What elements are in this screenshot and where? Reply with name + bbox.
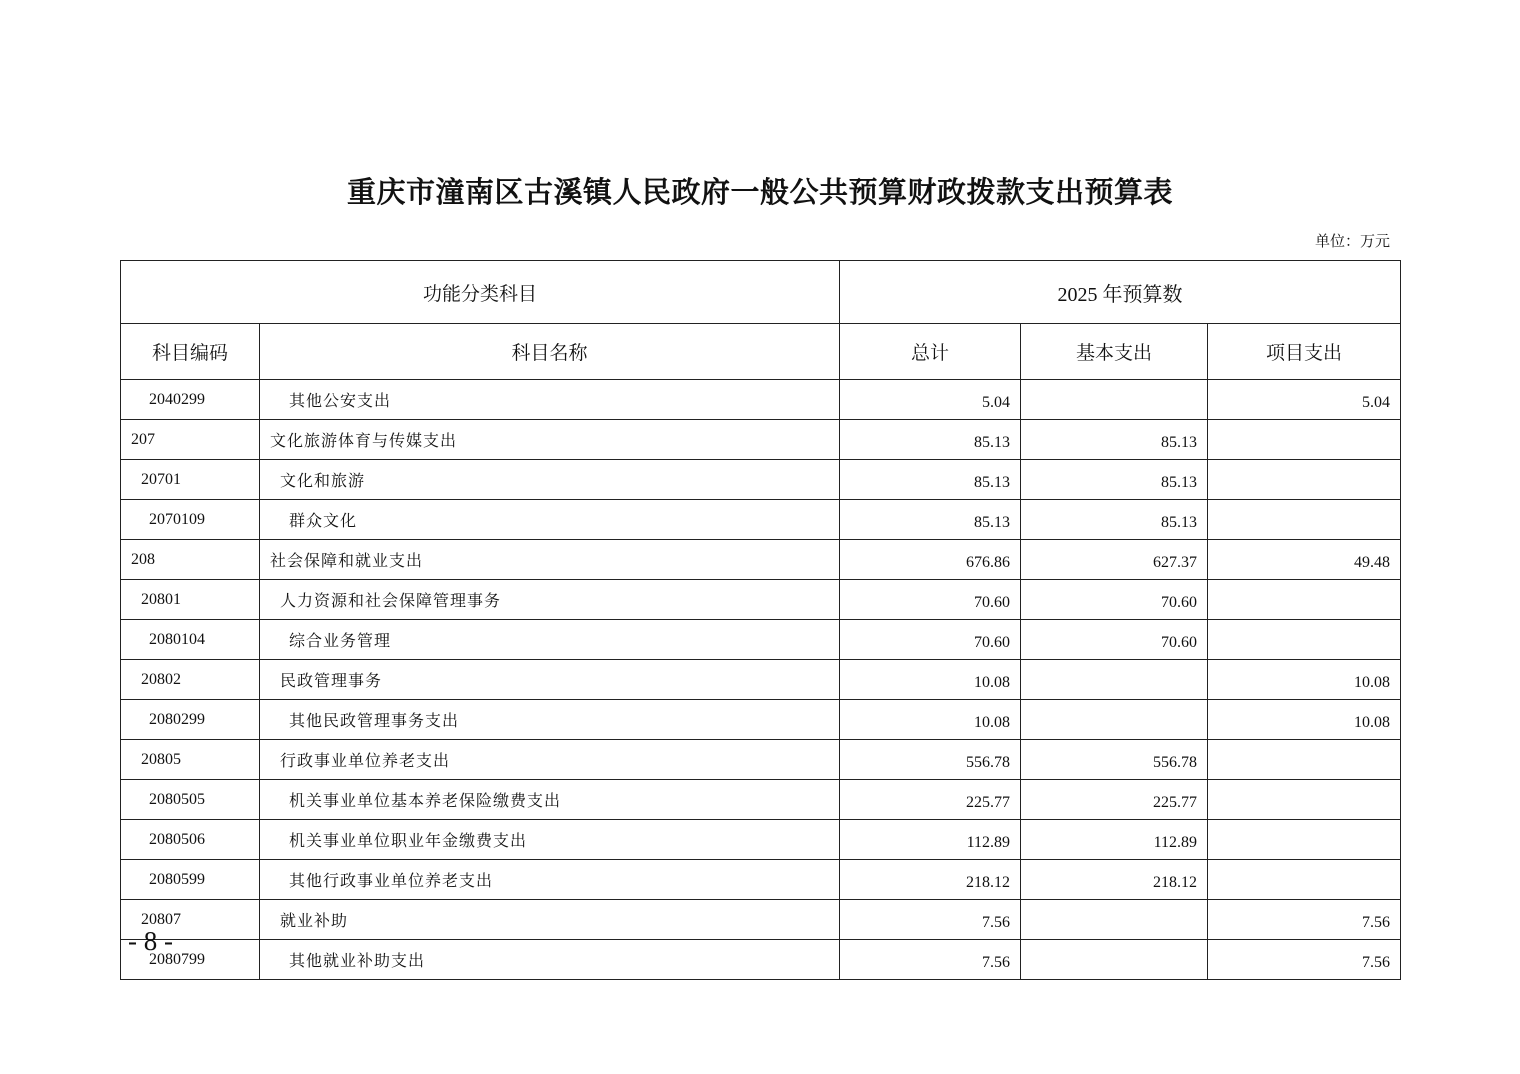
header-budget-group: 2025 年预算数 <box>840 261 1401 324</box>
cell-code: 2080505 <box>121 780 260 820</box>
cell-code: 2070109 <box>121 500 260 540</box>
cell-code: 20805 <box>121 740 260 780</box>
cell-basic: 556.78 <box>1021 740 1208 780</box>
cell-code: 20802 <box>121 660 260 700</box>
header-row-columns <box>121 324 1401 380</box>
header-name: 科目名称 <box>260 324 840 380</box>
table-row <box>121 500 1401 540</box>
table-row <box>121 540 1401 580</box>
cell-code: 20807 <box>121 900 260 940</box>
cell-name: 其他行政事业单位养老支出 <box>260 860 840 900</box>
cell-total: 70.60 <box>840 620 1021 660</box>
header-function-group: 功能分类科目 <box>121 261 840 324</box>
cell-project: 49.48 <box>1208 540 1401 580</box>
cell-project: 10.08 <box>1208 700 1401 740</box>
cell-basic: 627.37 <box>1021 540 1208 580</box>
table-row <box>121 940 1401 980</box>
table-row <box>121 580 1401 620</box>
cell-basic <box>1021 940 1208 980</box>
table-row <box>121 860 1401 900</box>
cell-project <box>1208 500 1401 540</box>
cell-basic: 70.60 <box>1021 580 1208 620</box>
cell-project <box>1208 860 1401 900</box>
cell-code: 2080299 <box>121 700 260 740</box>
cell-total: 85.13 <box>840 420 1021 460</box>
header-row-group <box>121 261 1401 324</box>
table-row <box>121 660 1401 700</box>
cell-project: 7.56 <box>1208 940 1401 980</box>
cell-total: 10.08 <box>840 660 1021 700</box>
cell-name: 综合业务管理 <box>260 620 840 660</box>
cell-name: 群众文化 <box>260 500 840 540</box>
cell-name: 机关事业单位职业年金缴费支出 <box>260 820 840 860</box>
cell-total: 7.56 <box>840 900 1021 940</box>
table-row <box>121 740 1401 780</box>
header-project: 项目支出 <box>1208 324 1401 380</box>
page-title: 重庆市潼南区古溪镇人民政府一般公共预算财政拨款支出预算表 <box>346 175 1173 209</box>
cell-project: 5.04 <box>1208 380 1401 420</box>
cell-project <box>1208 740 1401 780</box>
cell-basic <box>1021 380 1208 420</box>
cell-code: 208 <box>121 540 260 580</box>
cell-total: 225.77 <box>840 780 1021 820</box>
header-code: 科目编码 <box>121 324 260 380</box>
cell-code: 2040299 <box>121 380 260 420</box>
cell-basic <box>1021 900 1208 940</box>
cell-name: 文化旅游体育与传媒支出 <box>260 420 840 460</box>
cell-code: 20701 <box>121 460 260 500</box>
cell-name: 就业补助 <box>260 900 840 940</box>
header-basic: 基本支出 <box>1021 324 1208 380</box>
cell-basic: 85.13 <box>1021 420 1208 460</box>
cell-project: 7.56 <box>1208 900 1401 940</box>
table-row <box>121 700 1401 740</box>
cell-project <box>1208 460 1401 500</box>
budget-table <box>120 260 1401 980</box>
cell-project: 10.08 <box>1208 660 1401 700</box>
cell-total: 556.78 <box>840 740 1021 780</box>
cell-basic <box>1021 660 1208 700</box>
cell-basic: 85.13 <box>1021 460 1208 500</box>
cell-name: 其他民政管理事务支出 <box>260 700 840 740</box>
cell-total: 70.60 <box>840 580 1021 620</box>
cell-name: 其他公安支出 <box>260 380 840 420</box>
table-row <box>121 420 1401 460</box>
cell-total: 10.08 <box>840 700 1021 740</box>
cell-project <box>1208 820 1401 860</box>
cell-total: 85.13 <box>840 500 1021 540</box>
cell-project <box>1208 420 1401 460</box>
unit-label: 单位：万元 <box>1314 232 1390 250</box>
cell-code: 2080599 <box>121 860 260 900</box>
cell-total: 218.12 <box>840 860 1021 900</box>
cell-basic <box>1021 700 1208 740</box>
cell-total: 85.13 <box>840 460 1021 500</box>
cell-name: 其他就业补助支出 <box>260 940 840 980</box>
cell-name: 人力资源和社会保障管理事务 <box>260 580 840 620</box>
cell-basic: 70.60 <box>1021 620 1208 660</box>
cell-code: 20801 <box>121 580 260 620</box>
cell-code: 2080104 <box>121 620 260 660</box>
cell-project <box>1208 780 1401 820</box>
table-row <box>121 780 1401 820</box>
cell-total: 112.89 <box>840 820 1021 860</box>
cell-project <box>1208 580 1401 620</box>
table-row <box>121 380 1401 420</box>
cell-name: 行政事业单位养老支出 <box>260 740 840 780</box>
header-total: 总计 <box>840 324 1021 380</box>
table-row <box>121 460 1401 500</box>
cell-name: 机关事业单位基本养老保险缴费支出 <box>260 780 840 820</box>
cell-basic: 225.77 <box>1021 780 1208 820</box>
cell-code: 2080799 <box>121 940 260 980</box>
cell-total: 676.86 <box>840 540 1021 580</box>
cell-code: 2080506 <box>121 820 260 860</box>
cell-name: 民政管理事务 <box>260 660 840 700</box>
table-row <box>121 620 1401 660</box>
cell-name: 文化和旅游 <box>260 460 840 500</box>
page-number: - 8 - <box>128 926 173 956</box>
cell-total: 5.04 <box>840 380 1021 420</box>
cell-project <box>1208 620 1401 660</box>
cell-basic: 85.13 <box>1021 500 1208 540</box>
table-row <box>121 900 1401 940</box>
cell-basic: 112.89 <box>1021 820 1208 860</box>
cell-code: 207 <box>121 420 260 460</box>
cell-basic: 218.12 <box>1021 860 1208 900</box>
cell-total: 7.56 <box>840 940 1021 980</box>
table-row <box>121 820 1401 860</box>
cell-name: 社会保障和就业支出 <box>260 540 840 580</box>
